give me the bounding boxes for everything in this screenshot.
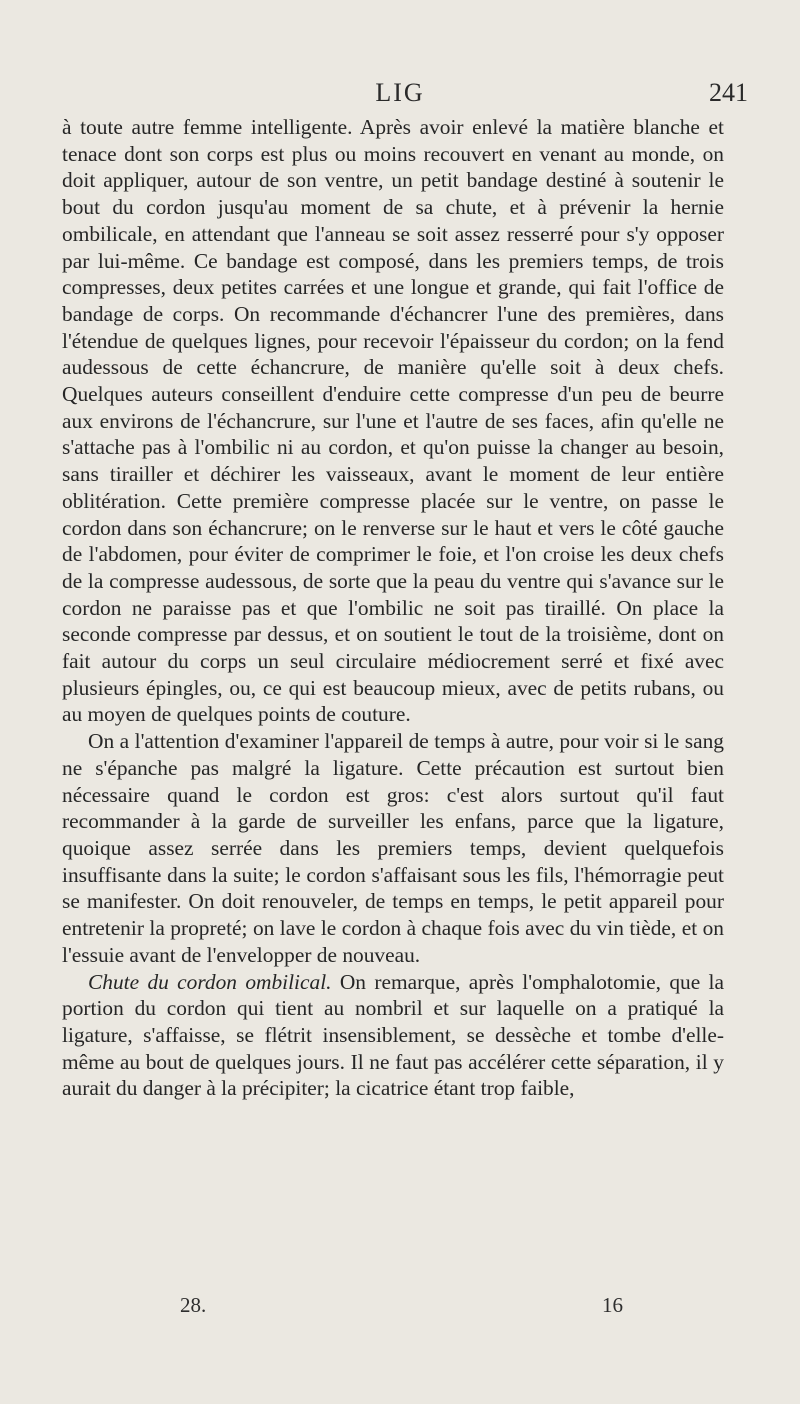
body-text: [62, 114, 724, 1102]
paragraph-text: à toute autre femme intelligente. Après avoir enlevé la matière blanche et tenace dont son corps est plus ou moins recouvert en venant au monde, on doit appliquer, autour de son ventre, un petit bandage destiné à soutenir le bout du cordon jusqu'au moment de sa chute, et à prévenir la hernie ombilicale, en attendant que l'anneau se soit assez resserré pour s'y opposer par lui-même. Ce bandage est composé, dans les premiers temps, de trois compresses, deux petites carrées et une longue et grande, qui fait l'office de bandage de corps. On recommande d'échancrer l'une des premières, dans l'étendue de quelques lignes, pour recevoir l'épaisseur du cordon; on la fend audessous de cette échancrure, de manière qu'elle soit à deux chefs. Quelques auteurs conseillent d'enduire cette compresse d'un peu de beurre aux environs de l'échancrure, sur l'une et l'autre de ses faces, afin qu'elle ne s'attache pas à l'ombilic ni au cordon, et qu'on puisse la changer au besoin, sans tirailler et déchirer les vaisseaux, avant le moment de leur entière oblitération. Cette première compresse placée sur le ventre, on passe le cordon dans son échancrure; on le renverse sur le haut et vers le côté gauche de l'abdomen, pour éviter de comprimer le foie, et l'on croise les deux chefs de la compresse audessous, de sorte que la peau du ventre qui s'avance sur le cordon ne paraisse pas et que l'ombilic ne soit pas tiraillé. On place la seconde compresse par dessus, et on soutient le tout de la troisième, dont on fait autour du corps un seul circulaire médiocrement serré et fixé avec plusieurs épingles, ou, ce qui est beaucoup mieux, avec de petits rubans, ou au moyen de quelques points de couture.: [62, 115, 724, 727]
paragraph-bandage: [62, 114, 724, 728]
paragraph-text: On a l'attention d'examiner l'appareil de temps à autre, pour voir si le sang ne s'épanche pas malgré la ligature. Cette précaution est surtout bien nécessaire quand le cordon est gros: c'est alors surtout qu'il faut recommander à la garde de surveiller les enfans, parce que la ligature, quoique assez serrée dans les premiers temps, devient quelquefois insuffisante dans la suite; le cordon s'affaisant sous les fils, l'hémorragie peut se manifester. On doit renouveler, de temps en temps, le petit appareil pour entretenir la propreté; on lave le cordon à chaque fois avec du vin tiède, et on l'essuie avant de l'envelopper de nouveau.: [62, 729, 724, 967]
section-heading: Chute du cordon ombilical.: [88, 969, 332, 994]
gathering-mark: 16: [602, 1293, 623, 1317]
running-head: LIG: [375, 78, 425, 107]
signature-mark: 28.: [180, 1293, 207, 1317]
paragraph-cord-fall: [62, 969, 724, 1103]
page-number: 241: [709, 78, 748, 107]
page-footer: [62, 1293, 724, 1323]
paragraph-text: On remarque, après l'omphalotomie, que la portion du cordon qui tient au nombril et sur laquelle on a pratiqué la ligature, s'affaisse, se flétrit insensiblement, se dessèche et tombe d'elle-même au bout de quelques jours. Il ne faut pas accélérer cette séparation, il y aurait du danger à la précipiter; la cicatrice étant trop faible,: [62, 969, 724, 1101]
paragraph-examination: [62, 728, 724, 968]
page-header: [60, 78, 748, 112]
